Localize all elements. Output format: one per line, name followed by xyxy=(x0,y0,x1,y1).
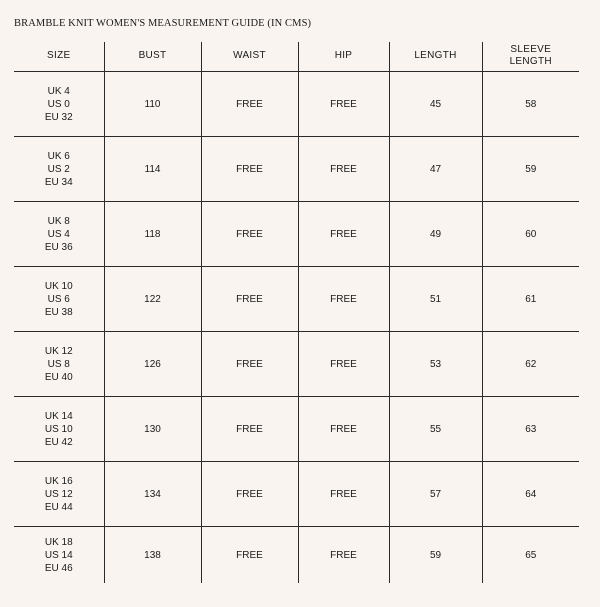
page-title: BRAMBLE KNIT WOMEN'S MEASUREMENT GUIDE (IN CMS) xyxy=(14,18,312,29)
size-label: EU 36 xyxy=(44,241,73,253)
size-label: US 0 xyxy=(47,98,70,110)
size-label: UK 8 xyxy=(47,215,70,227)
hip-cell: FREE xyxy=(298,527,389,584)
size-cell xyxy=(14,397,104,462)
hip-cell: FREE xyxy=(298,462,389,527)
sleeve-length-cell: 65 xyxy=(482,527,579,584)
length-cell: 55 xyxy=(389,397,482,462)
sleeve-length-cell: 62 xyxy=(482,332,579,397)
sleeve-length-cell: 58 xyxy=(482,72,579,137)
size-label: EU 46 xyxy=(44,562,73,574)
size-cell xyxy=(14,72,104,137)
table-row xyxy=(14,462,579,527)
bust-cell: 122 xyxy=(104,267,201,332)
bust-cell: 138 xyxy=(104,527,201,584)
size-label: UK 16 xyxy=(44,475,73,487)
waist-cell: FREE xyxy=(201,267,298,332)
header-bust: BUST xyxy=(104,42,201,72)
size-label: EU 44 xyxy=(44,501,73,513)
size-label: US 10 xyxy=(44,423,73,435)
size-label: UK 14 xyxy=(44,410,73,422)
size-label: EU 42 xyxy=(44,436,73,448)
waist-cell: FREE xyxy=(201,527,298,584)
header-waist: WAIST xyxy=(201,42,298,72)
header-length: LENGTH xyxy=(389,42,482,72)
header-size: SIZE xyxy=(14,42,104,72)
hip-cell: FREE xyxy=(298,267,389,332)
sleeve-length-cell: 61 xyxy=(482,267,579,332)
size-label: US 14 xyxy=(44,549,73,561)
waist-cell: FREE xyxy=(201,332,298,397)
waist-cell: FREE xyxy=(201,462,298,527)
length-cell: 57 xyxy=(389,462,482,527)
size-label: EU 40 xyxy=(44,371,73,383)
bust-cell: 134 xyxy=(104,462,201,527)
table-row xyxy=(14,267,579,332)
measurement-table xyxy=(14,42,579,583)
length-cell: 47 xyxy=(389,137,482,202)
hip-cell: FREE xyxy=(298,332,389,397)
bust-cell: 114 xyxy=(104,137,201,202)
size-label: US 2 xyxy=(47,163,70,175)
size-label: US 4 xyxy=(47,228,70,240)
table-header-row xyxy=(14,42,579,72)
hip-cell: FREE xyxy=(298,72,389,137)
length-cell: 51 xyxy=(389,267,482,332)
bust-cell: 126 xyxy=(104,332,201,397)
size-label: US 12 xyxy=(44,488,73,500)
table-row xyxy=(14,72,579,137)
size-label: UK 18 xyxy=(44,536,73,548)
size-label: UK 6 xyxy=(47,150,70,162)
length-cell: 45 xyxy=(389,72,482,137)
size-label: UK 10 xyxy=(44,280,73,292)
table-row xyxy=(14,202,579,267)
sleeve-length-cell: 64 xyxy=(482,462,579,527)
sleeve-length-cell: 59 xyxy=(482,137,579,202)
size-cell xyxy=(14,332,104,397)
length-cell: 49 xyxy=(389,202,482,267)
size-cell xyxy=(14,202,104,267)
waist-cell: FREE xyxy=(201,137,298,202)
size-label: US 6 xyxy=(47,293,70,305)
size-label: UK 12 xyxy=(44,345,73,357)
size-cell xyxy=(14,462,104,527)
table-row xyxy=(14,332,579,397)
size-cell xyxy=(14,137,104,202)
waist-cell: FREE xyxy=(201,72,298,137)
hip-cell: FREE xyxy=(298,137,389,202)
size-label: EU 38 xyxy=(44,306,73,318)
header-hip: HIP xyxy=(298,42,389,72)
hip-cell: FREE xyxy=(298,397,389,462)
table-row xyxy=(14,137,579,202)
size-label: EU 34 xyxy=(44,176,73,188)
size-label: UK 4 xyxy=(47,85,70,97)
length-cell: 59 xyxy=(389,527,482,584)
sleeve-length-cell: 63 xyxy=(482,397,579,462)
waist-cell: FREE xyxy=(201,397,298,462)
bust-cell: 118 xyxy=(104,202,201,267)
bust-cell: 130 xyxy=(104,397,201,462)
size-label: US 8 xyxy=(47,358,70,370)
waist-cell: FREE xyxy=(201,202,298,267)
hip-cell: FREE xyxy=(298,202,389,267)
header-sleeve-length: SLEEVE LENGTH xyxy=(482,42,579,72)
table-row xyxy=(14,397,579,462)
table-row xyxy=(14,527,579,584)
sleeve-length-cell: 60 xyxy=(482,202,579,267)
length-cell: 53 xyxy=(389,332,482,397)
size-cell xyxy=(14,527,104,584)
size-cell xyxy=(14,267,104,332)
bust-cell: 110 xyxy=(104,72,201,137)
size-label: EU 32 xyxy=(44,111,73,123)
